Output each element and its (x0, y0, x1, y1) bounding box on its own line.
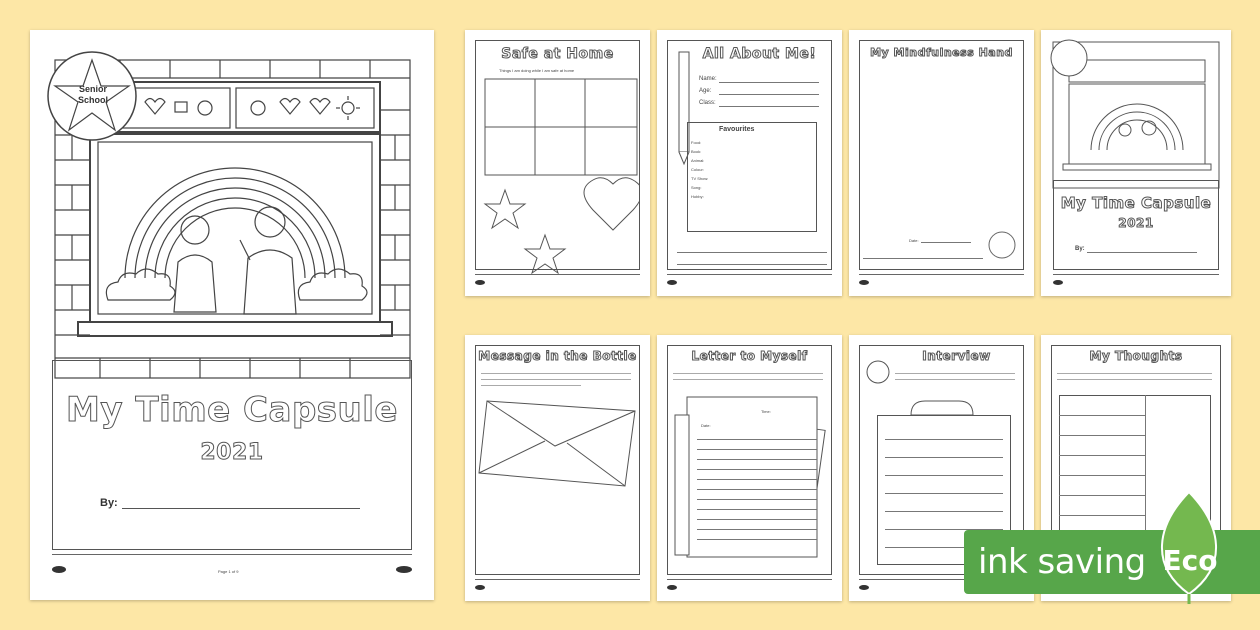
footer-rule (667, 274, 832, 275)
date-label: Date: (909, 238, 919, 243)
field-age: Age: (699, 88, 712, 94)
activity-grid (475, 75, 640, 285)
writing-line (697, 489, 817, 490)
field-line (719, 82, 819, 83)
cover-page (30, 30, 434, 600)
question-line (885, 439, 1003, 440)
instruction-line (895, 379, 1015, 380)
thumbnail-title: Safe at Home (501, 46, 614, 62)
paper-illustration (667, 387, 832, 567)
footer-rule (1053, 274, 1219, 275)
field-line (719, 94, 819, 95)
publisher-logo-icon (396, 566, 412, 573)
favourite-item: Book: (691, 149, 702, 154)
instruction-line (895, 373, 1015, 374)
field-name: Name: (699, 76, 717, 82)
favourites-list (691, 140, 811, 199)
thumbnail-title: My Mindfulness Hand (870, 46, 1013, 59)
twinkl-logo-icon (475, 585, 485, 590)
cover-by-label: By: (100, 497, 118, 509)
envelope-illustration (475, 391, 640, 491)
microphone-icon (865, 359, 891, 385)
favourite-item: Song: (691, 185, 702, 190)
writing-line (697, 449, 817, 450)
twinkl-logo-icon (52, 566, 66, 573)
twinkl-logo-icon (667, 280, 677, 285)
cover-title: My Time Capsule (66, 390, 398, 430)
favourite-item: Food: (691, 140, 702, 145)
writing-line (697, 469, 817, 470)
writing-line (697, 499, 817, 500)
writing-line (697, 479, 817, 480)
writing-line (697, 519, 817, 520)
diary-row-line (1059, 515, 1145, 516)
ink-saving-eco-badge (964, 520, 1260, 606)
instruction-line (673, 373, 823, 374)
question-line (885, 475, 1003, 476)
cover-footer-rule (52, 554, 412, 555)
thumbnail-all-about-me[interactable] (657, 30, 842, 296)
diary-row-line (1059, 415, 1145, 416)
writing-line (697, 529, 817, 530)
writing-line (697, 439, 817, 440)
thumbnail-title: Letter to Myself (691, 349, 808, 363)
question-line (885, 493, 1003, 494)
date-label: Date: (701, 423, 711, 428)
clock-icon (987, 230, 1017, 260)
writing-line (697, 509, 817, 510)
thumbnail-title: Message in the Bottle (478, 349, 637, 363)
twinkl-logo-icon (475, 280, 485, 285)
favourite-item: TV Show: (691, 176, 709, 181)
thumbnail-mindfulness-hand[interactable] (849, 30, 1034, 296)
question-line (885, 457, 1003, 458)
instruction-line (481, 385, 581, 386)
twinkl-logo-icon (859, 585, 869, 590)
twinkl-logo-icon (667, 585, 677, 590)
thumbnail-time-capsule[interactable] (1041, 30, 1231, 296)
answer-line (677, 264, 827, 265)
footer-rule (859, 274, 1024, 275)
field-class: Class: (699, 100, 716, 106)
instruction-line (481, 379, 631, 380)
window-illustration (1041, 30, 1231, 190)
ink-saving-label: ink saving (978, 542, 1146, 582)
favourite-item: Hobby: (691, 194, 704, 199)
cover-year: 2021 (200, 440, 264, 465)
thumbnail-message-in-bottle[interactable] (465, 335, 650, 601)
thumbnail-title: All About Me! (702, 46, 817, 62)
thumbnail-year: 2021 (1118, 216, 1154, 230)
by-line (1087, 252, 1197, 253)
favourites-title: Favourites (719, 126, 755, 133)
diary-row-line (1059, 435, 1145, 436)
answer-line (677, 252, 827, 253)
question-line (885, 511, 1003, 512)
thumbnail-letter-to-myself[interactable] (657, 335, 842, 601)
thumbnail-title: Interview (922, 349, 991, 363)
cover-page-number: Page 1 of 9 (218, 569, 239, 574)
time-label: Time: (761, 409, 771, 414)
footer-rule (667, 579, 832, 580)
eco-label: Eco (1162, 544, 1218, 577)
favourite-item: Colour: (691, 167, 704, 172)
date-line (921, 242, 971, 243)
clipboard-clip (907, 397, 977, 419)
field-line (719, 106, 819, 107)
badge-text: Senior School (77, 84, 108, 105)
thumbnail-title: My Thoughts (1089, 349, 1183, 363)
answer-line (863, 258, 983, 259)
thumbnail-safe-at-home[interactable] (465, 30, 650, 296)
thumbnail-title: My Time Capsule (1060, 194, 1212, 212)
instruction-line (673, 379, 823, 380)
instruction-line (481, 373, 631, 374)
diary-row-line (1059, 475, 1145, 476)
writing-line (697, 539, 817, 540)
twinkl-logo-icon (859, 280, 869, 285)
writing-line (697, 459, 817, 460)
footer-rule (475, 274, 640, 275)
instruction-line (1057, 379, 1212, 380)
instruction-line (1057, 373, 1212, 374)
diary-row-line (1059, 495, 1145, 496)
by-label: By: (1075, 246, 1085, 252)
diary-row-line (1059, 455, 1145, 456)
favourite-item: Animal: (691, 158, 705, 163)
cover-by-line (122, 508, 360, 509)
thumbnail-subtitle: Things I am doing while I am safe at home (499, 68, 575, 73)
twinkl-logo-icon (1053, 280, 1063, 285)
footer-rule (475, 579, 640, 580)
